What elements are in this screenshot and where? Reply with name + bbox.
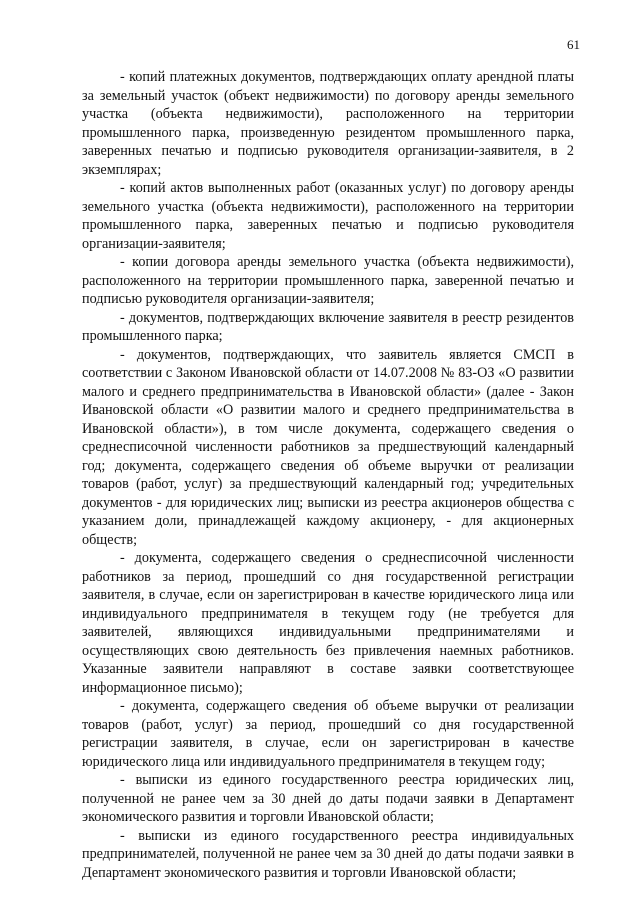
paragraph-employee-count: - документа, содержащего сведения о среднесписочной численности работников за период, прошедший со дня государственной регистрации заявителя, в случае, если он зарегистрирован в качестве юридического лица или индивидуального предпринимателя в текущем году (не требуется для заявителей, являющихся индивидуальными предпринимателями и осуществляющих свою деятельность без привлечения наемных работников. Указанные заявители направляют в составе заявки соответствующее информационное письмо); — [82, 550, 574, 696]
page-body — [82, 68, 574, 882]
paragraph-acts-of-work: - копий актов выполненных работ (оказанных услуг) по договору аренды земельного участка (объекта недвижимости), расположенного на территории промышленного парка, заверенных печатью и подписью руководителя организации-заявителя; — [82, 180, 574, 252]
paragraph-lease-contract: - копии договора аренды земельного участка (объекта недвижимости), расположенного на территории промышленного парка, заверенной печатью и подписью руководителя организации-заявителя; — [82, 254, 574, 307]
paragraph-egrul-extract: - выписки из единого государственного реестра юридических лиц, полученной не ранее чем за 30 дней до даты подачи заявки в Департамент экономического развития и торговли Ивановской области; — [82, 772, 574, 825]
paragraph-egrip-extract: - выписки из единого государственного реестра индивидуальных предпринимателей, полученной не ранее чем за 30 дней до даты подачи заявки в Департамент экономического развития и торговли Ивановской области; — [82, 827, 574, 881]
paragraph-resident-registry: - документов, подтверждающих включение заявителя в реестр резидентов промышленного парка; — [82, 309, 574, 344]
paragraph-revenue: - документа, содержащего сведения об объеме выручки от реализации товаров (работ, услуг) за период, прошедший со дня государственной регистрации заявителя, в случае, если он зарегистрирован в качестве юридического лица или индивидуального предпринимателя в текущем году; — [82, 698, 574, 770]
paragraph-payment-documents: - копий платежных документов, подтверждающих оплату арендной платы за земельный участок (объект недвижимости) по договору аренды земельного участка (объекта недвижимости), расположенного на территории промышленного парка, произведенную резидентом промышленного парка, заверенных печатью и подписью руководителя организации-заявителя, в 2 экземплярах; — [82, 69, 574, 178]
page-number: 61 — [567, 37, 580, 52]
paragraph-smsp-status: - документов, подтверждающих, что заявитель является СМСП в соответствии с Законом Ивановской области от 14.07.2008 № 83-ОЗ «О развитии малого и среднего предпринимательства в Ивановской области» (далее - Закон Ивановской области «О развитии малого и среднего предпринимательства в Ивановской области»), в том числе документа, содержащего сведения о среднесписочной численности работников за предшествующий календарный год; документа, содержащего сведения об объеме выручки от реализации товаров (работ, услуг) за предшествующий календарный год; учредительных документов - для юридических лиц; выписки из реестра акционеров общества с указанием доли, принадлежащей каждому акционеру, - для акционерных обществ; — [82, 346, 574, 548]
